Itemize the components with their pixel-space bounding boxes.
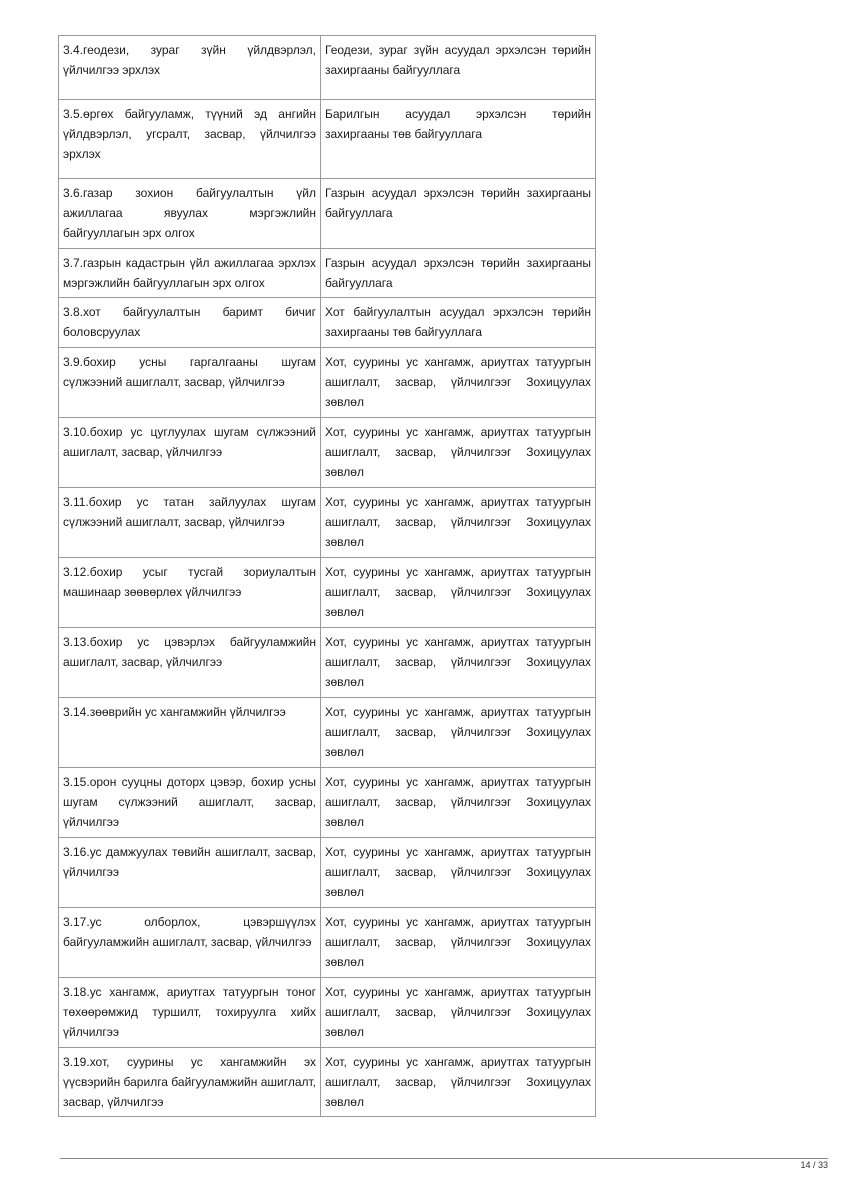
table-row	[59, 1048, 596, 1117]
activity-cell: 3.19.хот, суурины ус хангамжийн эх үүсвэрийн барилга байгууламжийн ашиглалт, засвар, үйлчилгээ	[59, 1048, 321, 1117]
table-row	[59, 908, 596, 978]
table-row	[59, 298, 596, 348]
table-row	[59, 348, 596, 418]
table-row	[59, 558, 596, 628]
activity-cell: 3.11.бохир ус татан зайлуулах шугам сүлжээний ашиглалт, засвар, үйлчилгээ	[59, 488, 321, 558]
table-row	[59, 838, 596, 908]
authority-cell: Хот, суурины ус хангамж, ариутгах татуургын ашиглалт, засвар, үйлчилгээг Зохицуулах зөвлөл	[321, 768, 596, 838]
authority-cell: Газрын асуудал эрхэлсэн төрийн захиргааны байгууллага	[321, 249, 596, 298]
activity-cell: 3.8.хот байгуулалтын баримт бичиг боловсруулах	[59, 298, 321, 348]
authority-cell: Хот, суурины ус хангамж, ариутгах татуургын ашиглалт, засвар, үйлчилгээг Зохицуулах зөвлөл	[321, 1048, 596, 1117]
table-row	[59, 978, 596, 1048]
authority-cell: Хот, суурины ус хангамж, ариутгах татуургын ашиглалт, засвар, үйлчилгээг Зохицуулах зөвлөл	[321, 838, 596, 908]
table-row	[59, 768, 596, 838]
footer-divider	[60, 1158, 828, 1159]
authority-cell: Хот, суурины ус хангамж, ариутгах татуургын ашиглалт, засвар, үйлчилгээг Зохицуулах зөвлөл	[321, 978, 596, 1048]
authority-cell: Геодези, зураг зүйн асуудал эрхэлсэн төрийн захиргааны байгууллага	[321, 36, 596, 100]
activity-cell: 3.13.бохир ус цэвэрлэх байгууламжийн ашиглалт, засвар, үйлчилгээ	[59, 628, 321, 698]
authority-cell: Хот, суурины ус хангамж, ариутгах татуургын ашиглалт, засвар, үйлчилгээг Зохицуулах зөвлөл	[321, 908, 596, 978]
authority-cell: Хот, суурины ус хангамж, ариутгах татуургын ашиглалт, засвар, үйлчилгээг Зохицуулах зөвлөл	[321, 698, 596, 768]
table-row	[59, 628, 596, 698]
activity-cell: 3.15.орон сууцны доторх цэвэр, бохир усны шугам сүлжээний ашиглалт, засвар, үйлчилгээ	[59, 768, 321, 838]
authority-cell: Хот, суурины ус хангамж, ариутгах татуургын ашиглалт, засвар, үйлчилгээг Зохицуулах зөвлөл	[321, 488, 596, 558]
activity-cell: 3.17.ус олборлох, цэвэршүүлэх байгууламжийн ашиглалт, засвар, үйлчилгээ	[59, 908, 321, 978]
table-row	[59, 249, 596, 298]
authority-cell: Барилгын асуудал эрхэлсэн төрийн захиргааны төв байгууллага	[321, 100, 596, 179]
activity-cell: 3.4.геодези, зураг зүйн үйлдвэрлэл, үйлчилгээ эрхлэх	[59, 36, 321, 100]
table-row	[59, 698, 596, 768]
activity-cell: 3.9.бохир усны гаргалгааны шугам сүлжээний ашиглалт, засвар, үйлчилгээ	[59, 348, 321, 418]
activity-cell: 3.7.газрын кадастрын үйл ажиллагаа эрхлэх мэргэжлийн байгууллагын эрх олгох	[59, 249, 321, 298]
authority-cell: Газрын асуудал эрхэлсэн төрийн захиргааны байгууллага	[321, 179, 596, 249]
activity-authority-table	[58, 35, 596, 1117]
authority-cell: Хот, суурины ус хангамж, ариутгах татуургын ашиглалт, засвар, үйлчилгээг Зохицуулах зөвлөл	[321, 628, 596, 698]
activity-cell: 3.5.өргөх байгууламж, түүний эд ангийн үйлдвэрлэл, угсралт, засвар, үйлчилгээ эрхлэх	[59, 100, 321, 179]
authority-cell: Хот байгуулалтын асуудал эрхэлсэн төрийн захиргааны төв байгууллага	[321, 298, 596, 348]
table-row	[59, 100, 596, 179]
page-number: 14 / 33	[800, 1160, 828, 1170]
table-row	[59, 418, 596, 488]
table-row	[59, 488, 596, 558]
authority-cell: Хот, суурины ус хангамж, ариутгах татуургын ашиглалт, засвар, үйлчилгээг Зохицуулах зөвлөл	[321, 418, 596, 488]
activity-cell: 3.12.бохир усыг тусгай зориулалтын машинаар зөөвөрлөх үйлчилгээ	[59, 558, 321, 628]
table-row	[59, 36, 596, 100]
activity-cell: 3.18.ус хангамж, ариутгах татуургын тоног төхөөрөмжид туршилт, тохируулга хийх үйлчилгээ	[59, 978, 321, 1048]
activity-cell: 3.16.ус дамжуулах төвийн ашиглалт, засвар, үйлчилгээ	[59, 838, 321, 908]
table-row	[59, 179, 596, 249]
activity-cell: 3.6.газар зохион байгуулалтын үйл ажиллагаа явуулах мэргэжлийн байгууллагын эрх олгох	[59, 179, 321, 249]
activity-cell: 3.10.бохир ус цуглуулах шугам сүлжээний ашиглалт, засвар, үйлчилгээ	[59, 418, 321, 488]
activity-cell: 3.14.зөөврийн ус хангамжийн үйлчилгээ	[59, 698, 321, 768]
authority-cell: Хот, суурины ус хангамж, ариутгах татуургын ашиглалт, засвар, үйлчилгээг Зохицуулах зөвлөл	[321, 558, 596, 628]
authority-cell: Хот, суурины ус хангамж, ариутгах татуургын ашиглалт, засвар, үйлчилгээг Зохицуулах зөвлөл	[321, 348, 596, 418]
